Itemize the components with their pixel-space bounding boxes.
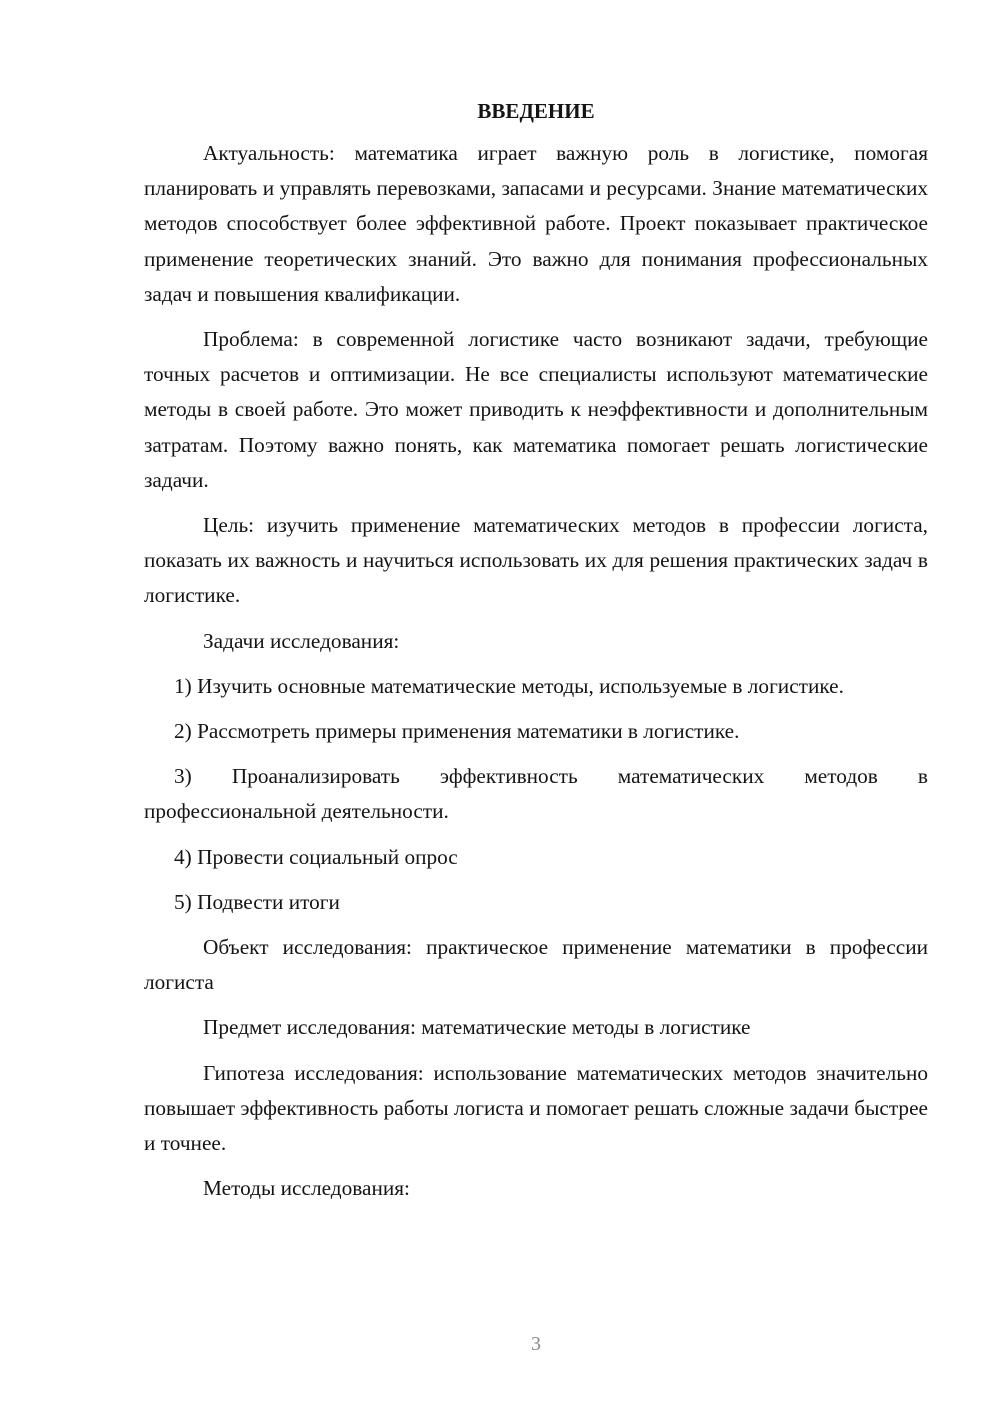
- task-item-4: 4) Провести социальный опрос: [174, 844, 458, 869]
- task-item-5: 5) Подвести итоги: [174, 889, 340, 914]
- paragraph-subject: Предмет исследования: математические методы в логистике: [203, 1015, 751, 1040]
- task-item-1: 1) Изучить основные математические методы, используемые в логистике.: [174, 673, 844, 698]
- task-item-3: 3) Проанализировать эффективность математических методов в профессиональной деятельности.: [144, 764, 928, 824]
- paragraph-relevance: Актуальность: математика играет важную роль в логистике, помогая планировать и управлять перевозками, запасами и ресурсами. Знание математических методов способствует более эффективной работе. Проект показывает практическое применение теоретических знаний. Это важно для понимания профессиональных задач и повышения квалификации.: [144, 141, 928, 306]
- page-number: 3: [531, 1333, 541, 1355]
- paragraph-tasks-heading: Задачи исследования:: [203, 628, 400, 653]
- paragraph-problem: Проблема: в современной логистике часто возникают задачи, требующие точных расчетов и оптимизации. Не все специалисты используют математические методы в своей работе. Это может приводить к неэффективности и дополнительным затратам. Поэтому важно понять, как математика помогает решать логистические задачи.: [144, 327, 928, 492]
- paragraph-goal: Цель: изучить применение математических методов в профессии логиста, показать их важность и научиться использовать их для решения практических задач в логистике.: [144, 513, 928, 608]
- document-page: [144, 94, 928, 1206]
- page-title: ВВЕДЕНИЕ: [477, 99, 595, 123]
- task-item-2: 2) Рассмотреть примеры применения математики в логистике.: [174, 719, 740, 744]
- paragraph-methods: Методы исследования:: [203, 1176, 410, 1201]
- paragraph-hypothesis: Гипотеза исследования: использование математических методов значительно повышает эффективность работы логиста и помогает решать сложные задачи быстрее и точнее.: [144, 1060, 928, 1156]
- paragraph-object: Объект исследования: практическое применение математики в профессии логиста: [144, 935, 928, 995]
